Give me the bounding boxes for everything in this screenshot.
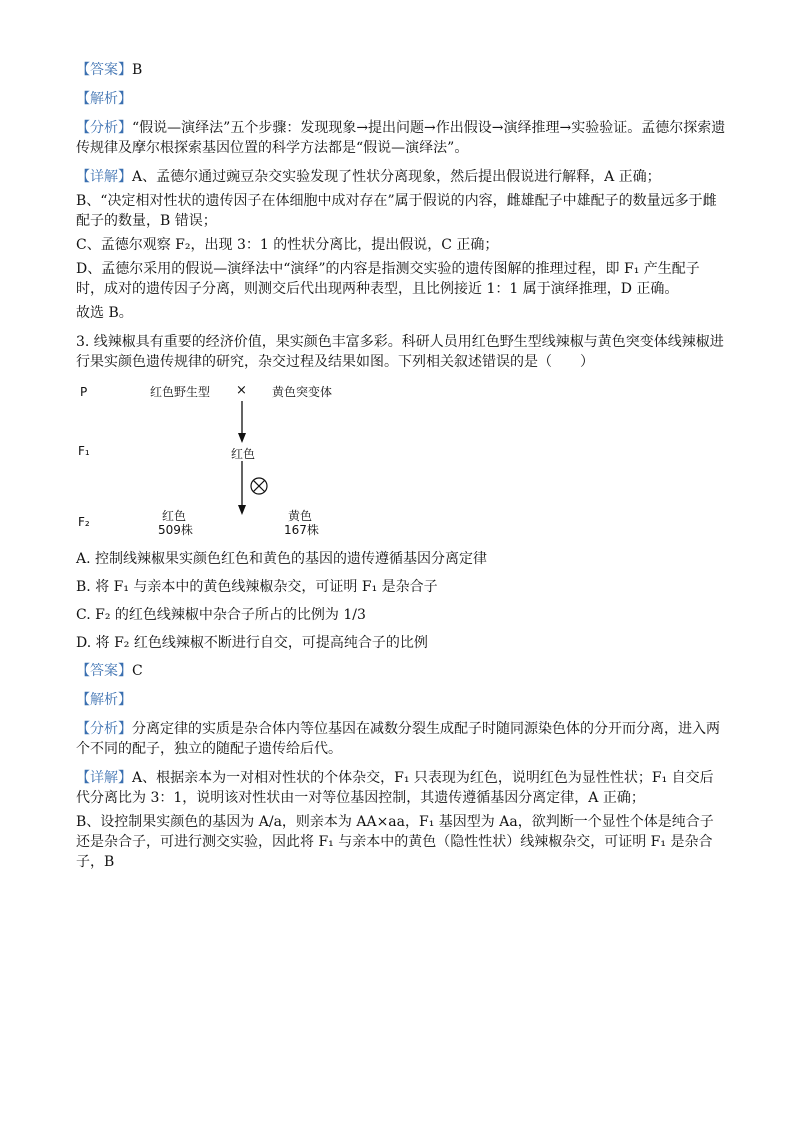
q3-detail-b: B、设控制果实颜色的基因为 A/a，则亲本为 AA×aa，F₁ 基因型为 Aa，欲判断一个显性个体是纯合子还是杂合子，可进行测交实验，因此将 F₁ 与亲本中的黄色（隐性性状）线辣椒杂交，可证明 F₁ 是杂合子，B	[76, 814, 714, 870]
f2-generation-label: F₂	[78, 515, 90, 529]
red-wild-type-label: 红色野生型	[150, 385, 211, 399]
selfing-icon	[251, 478, 267, 494]
q3-analysis-heading: 【解析】	[76, 692, 132, 708]
arrow-head-1	[238, 433, 246, 443]
f2-yellow-count: 167株	[284, 523, 319, 537]
yellow-mutant-label: 黄色突变体	[272, 385, 333, 399]
answer-tag: 【答案】	[76, 62, 132, 78]
p-generation-label: P	[80, 385, 88, 399]
f1-generation-label: F₁	[78, 444, 90, 458]
f2-yellow-label: 黄色	[288, 509, 313, 523]
arrow-head-2	[238, 505, 246, 515]
option-b: B. 将 F₁ 与亲本中的黄色线辣椒杂交，可证明 F₁ 是杂合子	[76, 579, 438, 595]
detail-c: C、孟德尔观察 F₂，出现 3：1 的性状分离比，提出假说，C 正确；	[76, 237, 499, 253]
answer-line	[76, 60, 726, 80]
analysis-heading: 【解析】	[76, 91, 132, 107]
detail-b: B、“决定相对性状的遗传因子在体细胞中成对存在”属于假说的内容，雌雄配子中雄配子的数量远多于雌配子的数量，B 错误；	[76, 193, 717, 229]
analysis-paragraph: 【分析】“假说—演绎法”五个步骤：发现现象→提出问题→作出假设→演绎推理→实验验证。孟德尔探索遗传规律及摩尔根探索基因位置的科学方法都是“假说—演绎法”。	[76, 120, 726, 156]
answer-value: B	[132, 62, 143, 78]
conclusion: 故选 B。	[76, 305, 133, 321]
q3-analysis-paragraph: 【分析】分离定律的实质是杂合体内等位基因在减数分裂生成配子时随同源染色体的分开而分离，进入两个不同的配子，独立的随配子遗传给后代。	[76, 721, 720, 757]
option-a: A. 控制线辣椒果实颜色红色和黄色的基因的遗传遵循基因分离定律	[76, 551, 488, 567]
f2-red-label: 红色	[162, 509, 187, 523]
question-stem: 3. 线辣椒具有重要的经济价值，果实颜色丰富多彩。科研人员用红色野生型线辣椒与黄色突变体线辣椒进行果实颜色遗传规律的研究，杂交过程及结果如图。下列相关叙述错误的是（ ）	[76, 334, 724, 370]
option-d: D. 将 F₂ 红色线辣椒不断进行自交，可提高纯合子的比例	[76, 635, 428, 651]
q3-answer-value: C	[132, 663, 143, 679]
cross-symbol: ×	[236, 383, 247, 398]
detail-d: D、孟德尔采用的假说—演绎法中“演绎”的内容是指测交实验的遗传图解的推理过程，即 F₁ 产生配子时，成对的遗传因子分离，则测交后代出现两种表型，且比例接近 1：1 属于演绎推理，D 正确。	[76, 261, 700, 297]
document-page	[76, 60, 726, 876]
q3-answer-line: 【答案】C	[76, 663, 143, 679]
option-c: C. F₂ 的红色线辣椒中杂合子所占的比例为 1/3	[76, 607, 366, 623]
f1-red-label: 红色	[231, 447, 256, 461]
cross-diagram	[76, 381, 726, 541]
detail-a: 【详解】A、孟德尔通过豌豆杂交实验发现了性状分离现象，然后提出假说进行解释，A 正确；	[76, 169, 661, 185]
q3-detail-a: 【详解】A、根据亲本为一对相对性状的个体杂交，F₁ 只表现为红色，说明红色为显性性状；F₁ 自交后代分离比为 3：1，说明该对性状由一对等位基因控制，其遗传遵循基因分离定律，A 正确；	[76, 770, 714, 806]
f2-red-count: 509株	[158, 523, 193, 537]
